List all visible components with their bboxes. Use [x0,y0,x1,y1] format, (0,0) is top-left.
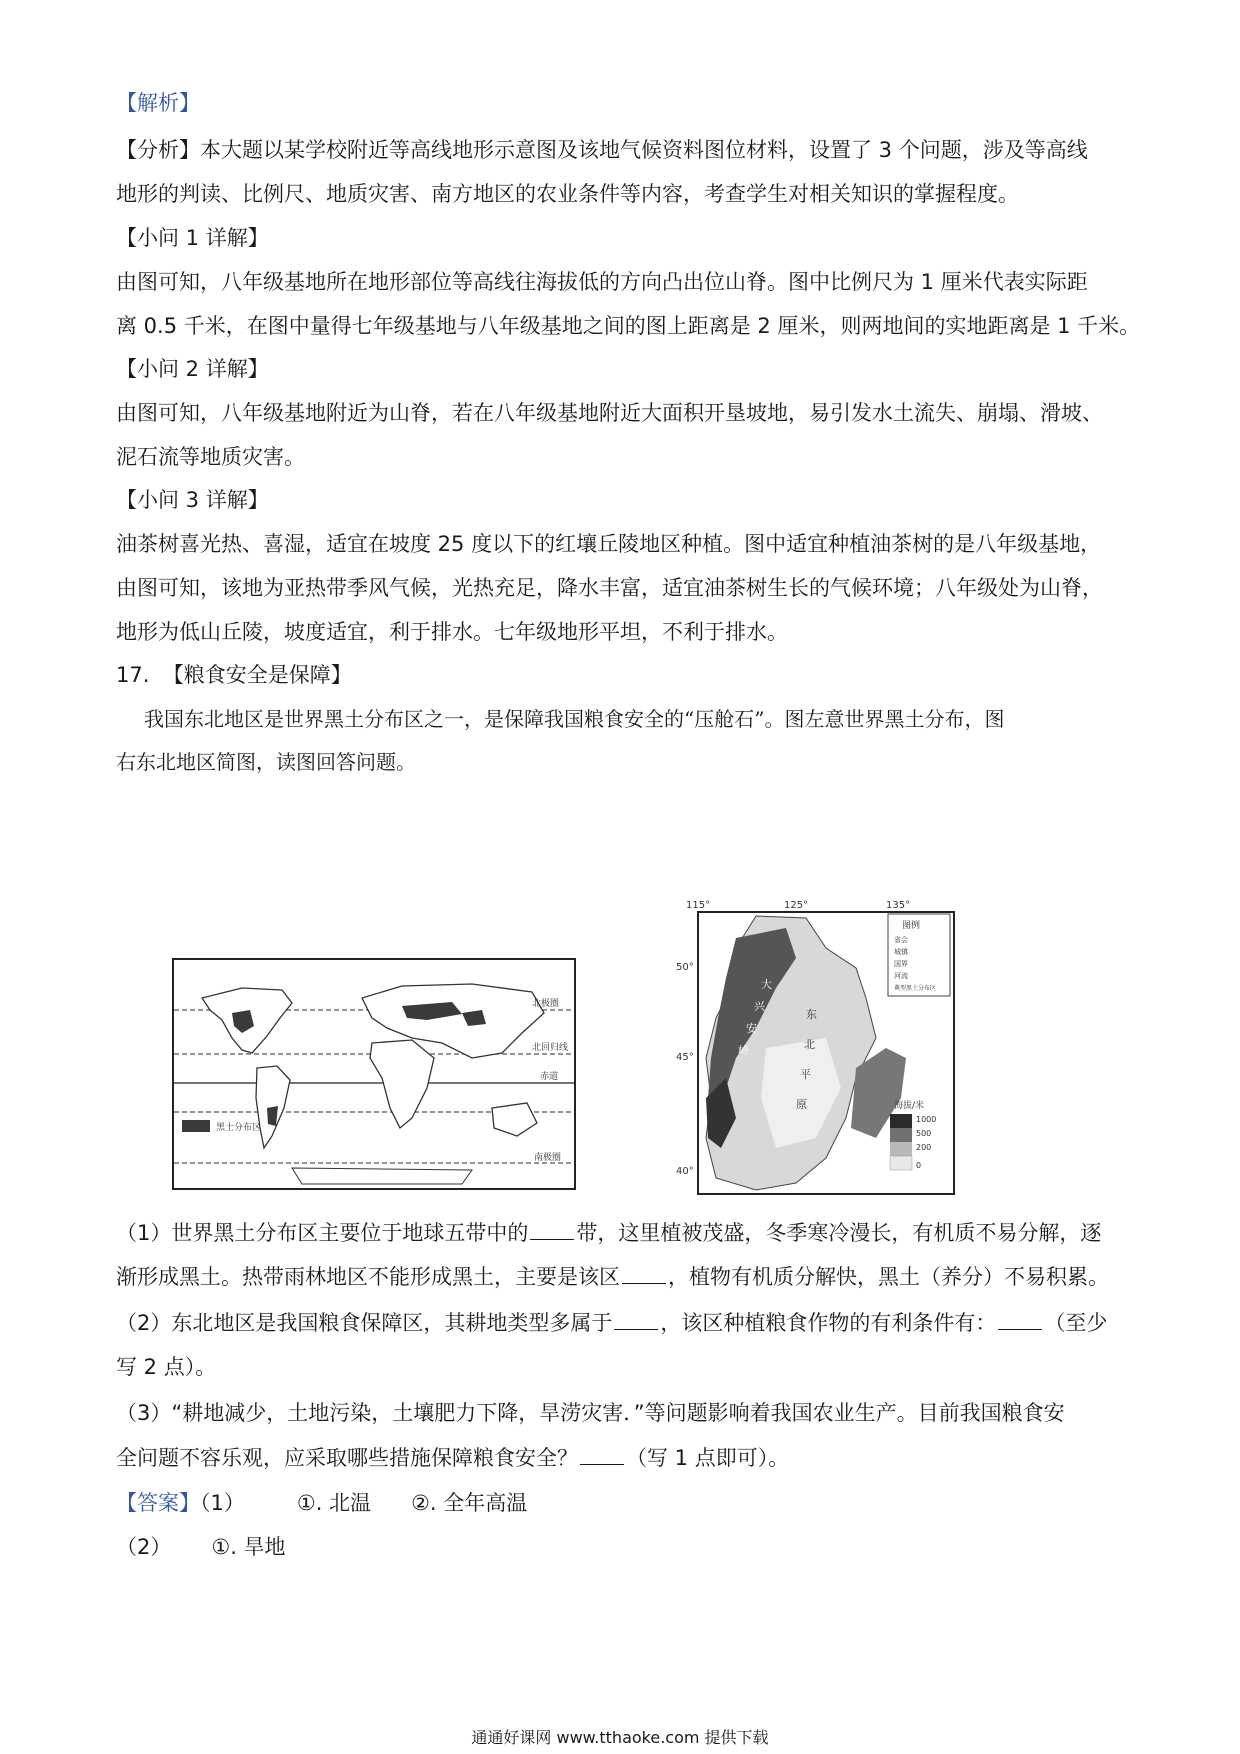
answer-blank [622,1265,666,1284]
northeast-china-map [676,898,956,1196]
question-17-part-1-line-2: 渐形成黑土。热带雨林地区不能形成黑土，主要是该区 ，植物有机质分解快，黑土（养分）不易积累。 [116,1265,1109,1289]
analysis-tag: 【分析】 [116,138,200,162]
subquestion-2-line-2: 泥石流等地质灾害。 [116,445,305,469]
question-number: 17. [116,663,150,687]
place-char: 岭 [738,1044,749,1057]
question-17-intro-line-1: 我国东北地区是世界黑土分布区之一，是保障我国粮食安全的“压舱石”。图左意世界黑土分布，图 [144,707,1005,731]
place-char: 东 [806,1008,817,1021]
elevation-value: 200 [916,1143,932,1152]
label-antarctic: 南极圈 [534,1153,562,1163]
question-17-part-2-line-2: 写 2 点）。 [116,1355,217,1379]
answer-blank [614,1311,658,1330]
label-north-temperate: 北极圈 [532,999,560,1009]
elevation-value: 500 [916,1129,932,1138]
answer-blank [998,1311,1042,1330]
legend-item: 省会 [894,936,908,944]
question-17-title: 17. 【粮食安全是保障】 [116,663,352,687]
question-17-part-2-line-1: （2）东北地区是我国粮食保障区，其耕地类型多属于 ，该区种植粮食作物的有利条件有： （至少 [116,1311,1108,1335]
elevation-value: 1000 [916,1115,937,1124]
place-char: 平 [800,1068,811,1081]
question-17-part-1-line-1: （1）世界黑土分布区主要位于地球五带中的 带，这里植被茂盛，冬季寒冷漫长，有机质不易分解，逐 [116,1221,1102,1245]
subquestion-3-heading: 【小问 3 详解】 [116,488,269,512]
lon-label-125: 125° [784,900,809,911]
lat-label-45: 45° [676,1052,694,1063]
answer-blank [530,1221,574,1240]
label-tropic-cancer: 北回归线 [532,1043,569,1053]
lon-label-135: 135° [886,900,911,911]
answer-blank [580,1446,624,1465]
analysis-paragraph-line-2: 地形的判读、比例尺、地质灾害、南方地区的农业条件等内容，考查学生对相关知识的掌握程度。 [116,182,1019,206]
subquestion-3-line-3: 地形为低山丘陵，坡度适宜，利于排水。七年级地形平坦，不利于排水。 [116,620,788,644]
place-char: 大 [761,978,772,991]
world-black-soil-map [172,958,576,1190]
question-17-part-3-line-1: （3）“耕地减少，土地污染，土壤肥力下降，旱涝灾害．”等问题影响着我国农业生产。目前我国粮食安 [116,1401,1065,1425]
legend-item: 国界 [894,960,908,968]
legend-item: 城镇 [894,948,908,956]
place-char: 安 [746,1022,757,1035]
label-equator: 赤道 [540,1072,559,1082]
analysis-paragraph-line-1: 【分析】本大题以某学校附近等高线地形示意图及该地气候资料图位材料，设置了 3 个问题，涉及等高线 [116,138,1088,162]
lon-label-115: 115° [686,900,711,911]
subquestion-1-line-1: 由图可知，八年级基地所在地形部位等高线往海拔低的方向凸出位山脊。图中比例尺为 1 厘米代表实际距 [116,270,1088,294]
place-char: 原 [796,1098,807,1111]
subquestion-1-heading: 【小问 1 详解】 [116,226,269,250]
legend-swatch [182,1120,210,1132]
page-footer: 通通好课网 www.tthaoke.com 提供下载 [471,1728,769,1747]
question-17-intro-line-2: 右东北地区简图，读图回答问题。 [116,750,416,774]
elevation-title: 海拔/米 [894,1101,925,1111]
answer-tag: 【答案】 [116,1491,200,1515]
legend-title: 图例 [902,921,921,931]
question-17-part-3-line-2: 全问题不容乐观，应采取哪些措施保障粮食安全？ （写 1 点即可）。 [116,1446,790,1470]
analysis-heading: 【解析】 [116,91,200,115]
place-char: 北 [804,1038,815,1051]
lat-label-50: 50° [676,962,694,973]
subquestion-2-line-1: 由图可知，八年级基地附近为山脊，若在八年级基地附近大面积开垦坡地，易引发水土流失、崩塌、滑坡、 [116,401,1103,425]
legend-item: 典型黑土分布区 [894,985,937,992]
lat-label-40: 40° [676,1166,694,1177]
legend-label: 黑土分布区 [216,1123,262,1133]
subquestion-1-line-2: 离 0.5 千米，在图中量得七年级基地与八年级基地之间的图上距离是 2 厘米，则两地间的实地距离是 1 千米。 [116,314,1141,338]
place-char: 兴 [754,1000,765,1013]
subquestion-3-line-2: 由图可知，该地为亚热带季风气候，光热充足，降水丰富，适宜油茶树生长的气候环境；八年级处为山脊， [116,576,1103,600]
elevation-value: 0 [916,1161,922,1170]
answer-line-1: 【答案】（1） ①. 北温 ②. 全年高温 [116,1491,528,1515]
legend-item: 河流 [894,972,908,980]
subquestion-2-heading: 【小问 2 详解】 [116,357,269,381]
answer-line-2: （2） ①. 旱地 [116,1535,286,1559]
subquestion-3-line-1: 油茶树喜光热、喜湿，适宜在坡度 25 度以下的红壤丘陵地区种植。图中适宜种植油茶树的是八年级基地， [116,532,1102,556]
